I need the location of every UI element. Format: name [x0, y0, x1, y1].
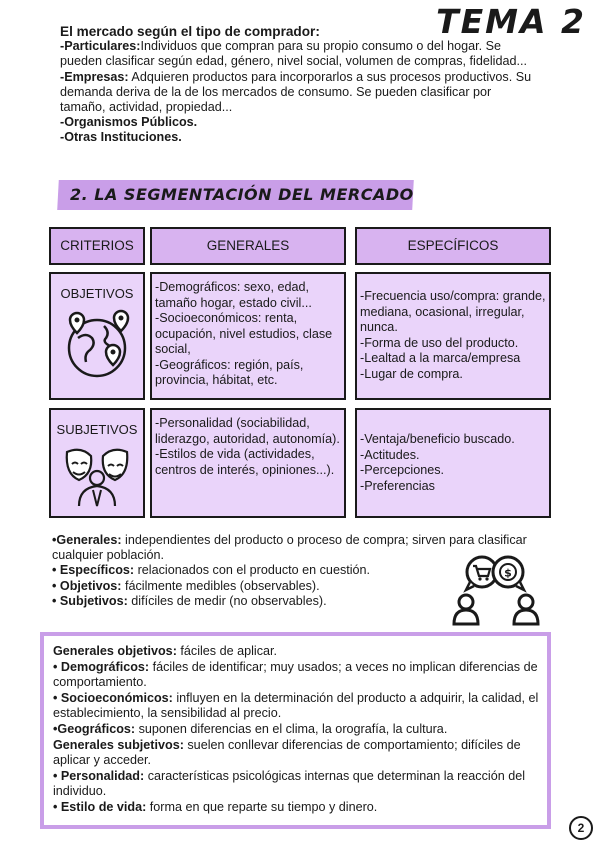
globe-pins-icon	[56, 308, 138, 380]
subjetivos-label: SUBJETIVOS	[56, 422, 138, 437]
def-subjetivos: • Subjetivos: difíciles de medir (no observables).	[52, 593, 327, 608]
def-objetivos: • Objetivos: fácilmente medibles (observables).	[52, 578, 320, 593]
subjetivos-especificos-cell	[355, 408, 551, 518]
objetivos-generales-cell	[150, 272, 346, 400]
subjetivos-especificos-item: -Actitudes.	[360, 447, 420, 462]
box-demograficos: • Demográficos: fáciles de identificar; muy usados; a veces no implican diferencias de comportamiento.	[53, 659, 538, 690]
box-personalidad: • Personalidad: características psicológicas internas que determinan la reacción del individuo.	[53, 768, 526, 799]
intro-empresas: -Empresas: Adquieren productos para incorporarlos a sus procesos productivos. Su demanda deriva de la de los mercados de consumo. Se pueden clasificar por tamaño, actividad, propiedad...	[60, 69, 532, 115]
objetivos-especificos-item: -Lealtad a la marca/empresa	[360, 351, 521, 365]
objetivos-generales-item: -Demográficos: sexo, edad, tamaño hogar, estado civil...	[155, 280, 312, 310]
box-geograficos: •Geográficos: suponen diferencias en el clima, la orografía, la cultura.	[53, 721, 448, 736]
subjetivos-generales-cell	[150, 408, 346, 518]
subjetivos-generales-item: -Estilos de vida (actividades, centros de interés, opiniones...).	[155, 447, 335, 477]
section-title: 2. LA SEGMENTACIÓN DEL MERCADO	[70, 185, 414, 204]
header-generales: GENERALES	[150, 227, 346, 265]
explanation-box	[40, 632, 551, 829]
subjetivos-especificos-item: -Percepciones.	[360, 463, 444, 477]
objetivos-especificos-item: -Forma de uso del producto.	[360, 335, 519, 350]
box-gen-obj: Generales objetivos: fáciles de aplicar.	[53, 644, 277, 658]
box-estilo-vida: • Estilo de vida: forma en que reparte su tiempo y dinero.	[53, 799, 378, 814]
intro-otras: -Otras Instituciones.	[60, 130, 182, 145]
subjetivos-especificos-item: -Preferencias	[360, 478, 435, 493]
buyers-icon	[452, 552, 544, 626]
row-label-subjetivos	[49, 408, 145, 518]
def-generales: •Generales: independientes del producto o proceso de compra; sirven para clasificar cualquier población.	[52, 533, 527, 563]
intro-organismos: -Organismos Públicos.	[60, 115, 198, 130]
subjetivos-generales-item: -Personalidad (sociabilidad, liderazgo, autoridad, autonomía).	[155, 416, 340, 446]
theater-masks-icon	[57, 444, 137, 508]
page-number: 2	[569, 816, 593, 840]
row-label-objetivos	[49, 272, 145, 400]
intro-title: El mercado según el tipo de comprador:	[60, 24, 320, 39]
tema-title: TEMA 2	[436, 2, 586, 41]
box-gen-subj: Generales subjetivos: suelen conllevar diferencias de comportamiento; difíciles de aplicar y acceder.	[53, 737, 521, 768]
objetivos-especificos-cell	[355, 272, 551, 400]
subjetivos-especificos-item: -Ventaja/beneficio buscado.	[360, 432, 515, 446]
intro-section	[60, 24, 540, 146]
def-especificos: • Específicos: relacionados con el producto en cuestión.	[52, 563, 371, 578]
header-especificos: ESPECÍFICOS	[355, 227, 551, 265]
header-criterios: CRITERIOS	[49, 227, 145, 265]
objetivos-label: OBJETIVOS	[60, 286, 134, 301]
objetivos-generales-item: -Geográficos: región, país, provincia, hábitat, etc.	[155, 357, 304, 387]
objetivos-especificos-item: -Frecuencia uso/compra: grande, mediana, ocasional, irregular, nunca.	[360, 289, 546, 334]
objetivos-especificos-item: -Lugar de compra.	[360, 366, 463, 381]
intro-particulares: -Particulares:Individuos que compran para su propio consumo o del hogar. Se pueden clasificar según edad, género, nivel social, volumen de compras, fidelidad...	[60, 39, 527, 69]
objetivos-generales-item: -Socioeconómicos: renta, ocupación, nivel estudios, clase social,	[155, 311, 333, 356]
svg-text:$: $	[504, 566, 512, 580]
box-socioeconomicos: • Socioeconómicos: influyen en la determinación del producto a adquirir, la calidad, el establecimiento, la sensibilidad al precio.	[53, 690, 539, 721]
